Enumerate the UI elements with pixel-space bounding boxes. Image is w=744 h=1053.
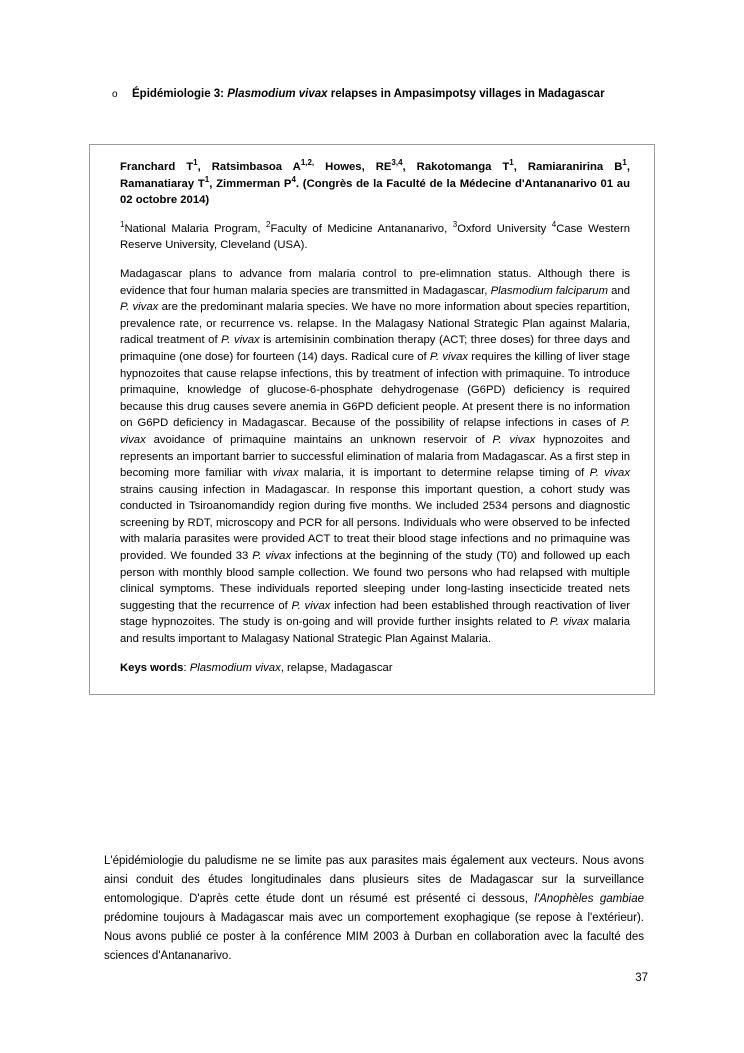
author-affiliation-marker: 3,4 bbox=[391, 158, 403, 168]
author-affiliation-marker: 4 bbox=[291, 174, 296, 184]
authors-line: Franchard $T^1$, Ratsimbasoa $A^{1,2,}$ Howes, RE$^{3,4}$, Rakotomanga $T^1$, Ramiaranirina $B^1$, Ramanatiaray $T^1$, Zimmerman $P^4$. (Congrès de la Faculté de la Médecine d'Antananarivo 01 au 02 octobre 2014) bbox=[120, 158, 630, 207]
species-name: P. vivax bbox=[291, 599, 331, 612]
author-affiliation-marker: 1 bbox=[204, 174, 210, 184]
keywords-rest: , relapse, Madagascar bbox=[280, 661, 393, 674]
footer-paragraph: L'épidémiologie du paludisme ne se limite pas aux parasites mais également aux vecteurs. Nous avons ainsi conduit des études longitudinales dans plusieurs sites de Madagascar sur la surveillance entomologique. D'après cette étude dont un résumé est présenté ci dessous, l'Anophèles gambiae prédomine toujours à Madagascar mais avec un comportement exophagique (se repose à l'extérieur). Nous avons publié ce poster à la conférence MIM 2003 à Durban en collaboration avec la faculté des sciences d'Antananarivo. bbox=[104, 855, 644, 962]
affiliation-marker: 3 bbox=[452, 220, 458, 230]
abstract-body: Madagascar plans to advance from malaria control to pre-elimnation status. Although there is evidence that four human malaria species are transmitted in Madagascar, Plasmodium falciparum and P. vivax are the predominant malaria species. We have no more information about species repartition, prevalence rate, or recurrence vs. relapse. In the Malagasy National Strategic Plan against Malaria, radical treatment of P. vivax is artemisinin combination therapy (ACT; three doses) for three days and primaquine (one dose) for fourteen (14) days. Radical cure of P. vivax requires the killing of liver stage hypnozoites that cause relapse infections, this by treatment of infection with primaquine. To introduce primaquine, knowledge of glucose-6-phosphate dehydrogenase (G6PD) deficiency is required because this drug causes severe anemia in G6PD deficient people. At present there is no information on G6PD deficiency in Madagascar. Because of the possibility of relapse infections in cases of P. vivax avoidance of primaquine maintains an unknown reservoir of P. vivax hypnozoites and represents an important barrier to successful elimination of malaria from Madagascar. As a first step in becoming more familiar with vivax malaria, it is important to determine relapse timing of P. vivax strains causing infection in Madagascar. In response this important question, a cohort study was conducted in Tsiroanomandidy region during five months. We included 2534 persons and diagnostic screening by RDT, microscopy and PCR for all persons. Individuals who were observed to be infected with malaria parasites were provided ACT to treat their blood stage infections and no primaquine was provided. We founded 33 P. vivax infections at the beginning of the study (T0) and followed up each person with monthly blood sample collection. We found two persons who had relapsed with multiple clinical symptoms. These individuals reported sleeping under long-lasting insecticide treated nets suggesting that the recurrence of P. vivax infection had been established through reactivation of liver stage hypnozoites. The study is on-going and will provide further insights related to P. vivax malaria and results important to Malagasy National Strategic Plan Against Malaria. bbox=[120, 267, 631, 646]
species-name: P. vivax bbox=[429, 350, 469, 363]
species-name: l'Anophèles gambiae bbox=[534, 893, 644, 905]
species-name: P. vivax bbox=[492, 433, 536, 446]
author-affiliation-marker: 1 bbox=[622, 158, 627, 168]
bullet-marker: o bbox=[112, 89, 118, 100]
keywords-species: Plasmodium vivax bbox=[189, 661, 281, 674]
keywords-label: Keys words bbox=[120, 661, 184, 674]
heading-suffix: relapses in Ampasimpotsy villages in Madagascar bbox=[327, 88, 605, 100]
species-name: P. vivax bbox=[120, 301, 159, 314]
species-name: P. vivax bbox=[221, 334, 260, 347]
species-name: vivax bbox=[272, 467, 299, 480]
species-name: Plasmodium falciparum bbox=[490, 284, 608, 297]
species-name: P. vivax bbox=[549, 616, 589, 629]
species-name: P. vivax bbox=[252, 550, 292, 563]
author-affiliation-marker: 1 bbox=[509, 158, 514, 168]
heading-prefix: Épidémiologie 3: bbox=[132, 88, 228, 100]
heading-species-name: Plasmodium vivax bbox=[227, 88, 328, 100]
species-name: P. vivax bbox=[589, 467, 630, 480]
affiliations-line: $^1$National Malaria Program, $^2$Faculty of Medicine Antananarivo, $^3$Oxford University $^4$Case Western Reserve University, Cleveland (USA). bbox=[120, 220, 630, 252]
section-heading bbox=[112, 86, 652, 103]
page-number: 37 bbox=[635, 972, 648, 984]
author-affiliation-marker: 1,2, bbox=[300, 158, 315, 168]
heading-text bbox=[132, 86, 652, 103]
author-affiliation-marker: 1 bbox=[193, 158, 198, 168]
abstract-box bbox=[89, 144, 655, 695]
affiliation-marker: 4 bbox=[551, 220, 557, 230]
keywords-line bbox=[120, 660, 630, 677]
affiliation-marker: 1 bbox=[120, 220, 125, 230]
keywords-separator: : bbox=[183, 661, 190, 674]
species-name: P. vivax bbox=[120, 417, 630, 446]
affiliation-marker: 2 bbox=[266, 220, 271, 230]
